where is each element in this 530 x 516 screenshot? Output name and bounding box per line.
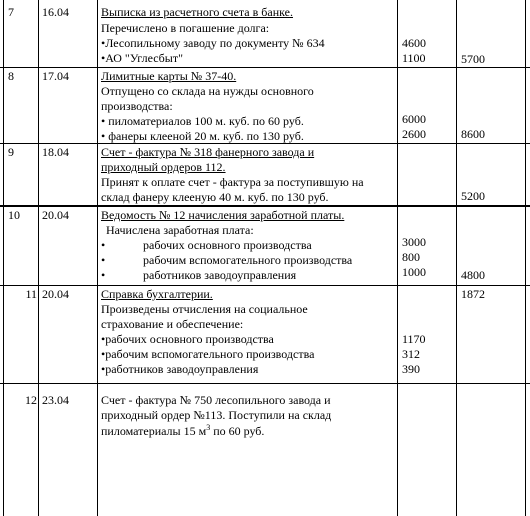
bullet: •: [101, 238, 106, 252]
operation-text: производства:: [101, 99, 173, 113]
row-date: 16.04: [42, 5, 69, 19]
table-divider-content: [397, 0, 398, 516]
document-title: Лимитные карты № 37-40.: [101, 69, 237, 83]
bullet: •: [101, 253, 106, 267]
row-date: 18.04: [42, 145, 69, 159]
total-amount: 1872: [461, 287, 485, 301]
row-number: 10: [8, 208, 20, 222]
row-divider: [0, 383, 530, 384]
operation-text: •работников заводоуправления: [101, 362, 259, 376]
total-amount: 5200: [461, 189, 485, 203]
operation-text: •рабочим вспомогательного производства: [101, 347, 315, 361]
amount: 800: [402, 250, 420, 264]
row-number: 8: [8, 69, 14, 83]
operation-text: приходный ордер №113. Поступили на склад: [101, 408, 332, 422]
table-divider-date: [97, 0, 98, 516]
amount: 312: [402, 347, 420, 361]
operation-text: • фанеры клееной 20 м. куб. по 130 руб.: [101, 129, 304, 143]
operation-text: •АО "Углесбыт": [101, 51, 183, 65]
row-divider: [0, 285, 530, 286]
row-date: 20.04: [42, 287, 69, 301]
amount: 6000: [402, 112, 426, 126]
total-amount: 8600: [461, 127, 485, 141]
operation-text: склад фанеру клееную 40 м. куб. по 130 руб.: [101, 190, 329, 204]
amount: 2600: [402, 127, 426, 141]
document-title: Выписка из расчетного счета в банке.: [101, 5, 293, 19]
document-title: Справка бухгалтерии.: [101, 287, 213, 301]
amount: 1000: [402, 265, 426, 279]
operation-text: •рабочих основного производства: [101, 332, 274, 346]
operation-text: Отпущено со склада на нужды основного: [101, 84, 314, 98]
operation-text: •Лесопильному заводу по документу № 634: [101, 36, 325, 50]
total-amount: 4800: [461, 268, 485, 282]
operation-text: пиломатериалы 15 $м^3$ по 60 руб.: [101, 423, 265, 438]
row-divider: [0, 205, 530, 207]
operation-text: Произведены отчисления на социальное: [101, 302, 308, 316]
table-border-right: [525, 0, 526, 516]
row-number: 9: [8, 145, 14, 159]
document-title: Счет - фактура № 318 фанерного завода и: [101, 145, 315, 159]
operation-text: Начислена заработная плата:: [106, 223, 254, 237]
operation-text: страхование и обеспечение:: [101, 317, 244, 331]
row-date: 17.04: [42, 69, 69, 83]
amount: 390: [402, 362, 420, 376]
operation-text: Счет - фактура № 750 лесопильного завода и: [101, 393, 331, 407]
row-number: 7: [8, 5, 14, 19]
operation-text: рабочим вспомогательного производства: [143, 253, 353, 267]
table-border-left: [3, 0, 4, 516]
row-divider: [0, 67, 530, 68]
operation-text: рабочих основного производства: [143, 238, 312, 252]
table-divider-amount: [456, 0, 457, 516]
amount: 1100: [402, 51, 426, 65]
amount: 4600: [402, 36, 426, 50]
document-title: приходный ордеров 112.: [101, 160, 226, 174]
document-title: Ведомость № 12 начисления заработной платы.: [101, 208, 345, 222]
amount: 3000: [402, 235, 426, 249]
table-divider-num: [38, 0, 39, 516]
row-date: 23.04: [42, 393, 69, 407]
row-number: 11: [25, 287, 37, 301]
operation-text: Перечислено в погашение долга:: [101, 21, 270, 35]
operation-text: работников заводоуправления: [143, 268, 297, 282]
operation-text: Принят к оплате счет - фактура за поступившую на: [101, 175, 364, 189]
total-amount: 5700: [461, 52, 485, 66]
superscript: 3: [206, 423, 211, 432]
amount: 1170: [402, 332, 426, 346]
operation-text: • пиломатериалов 100 м. куб. по 60 руб.: [101, 114, 304, 128]
row-date: 20.04: [42, 208, 69, 222]
row-number: 12: [25, 393, 37, 407]
bullet: •: [101, 268, 106, 282]
